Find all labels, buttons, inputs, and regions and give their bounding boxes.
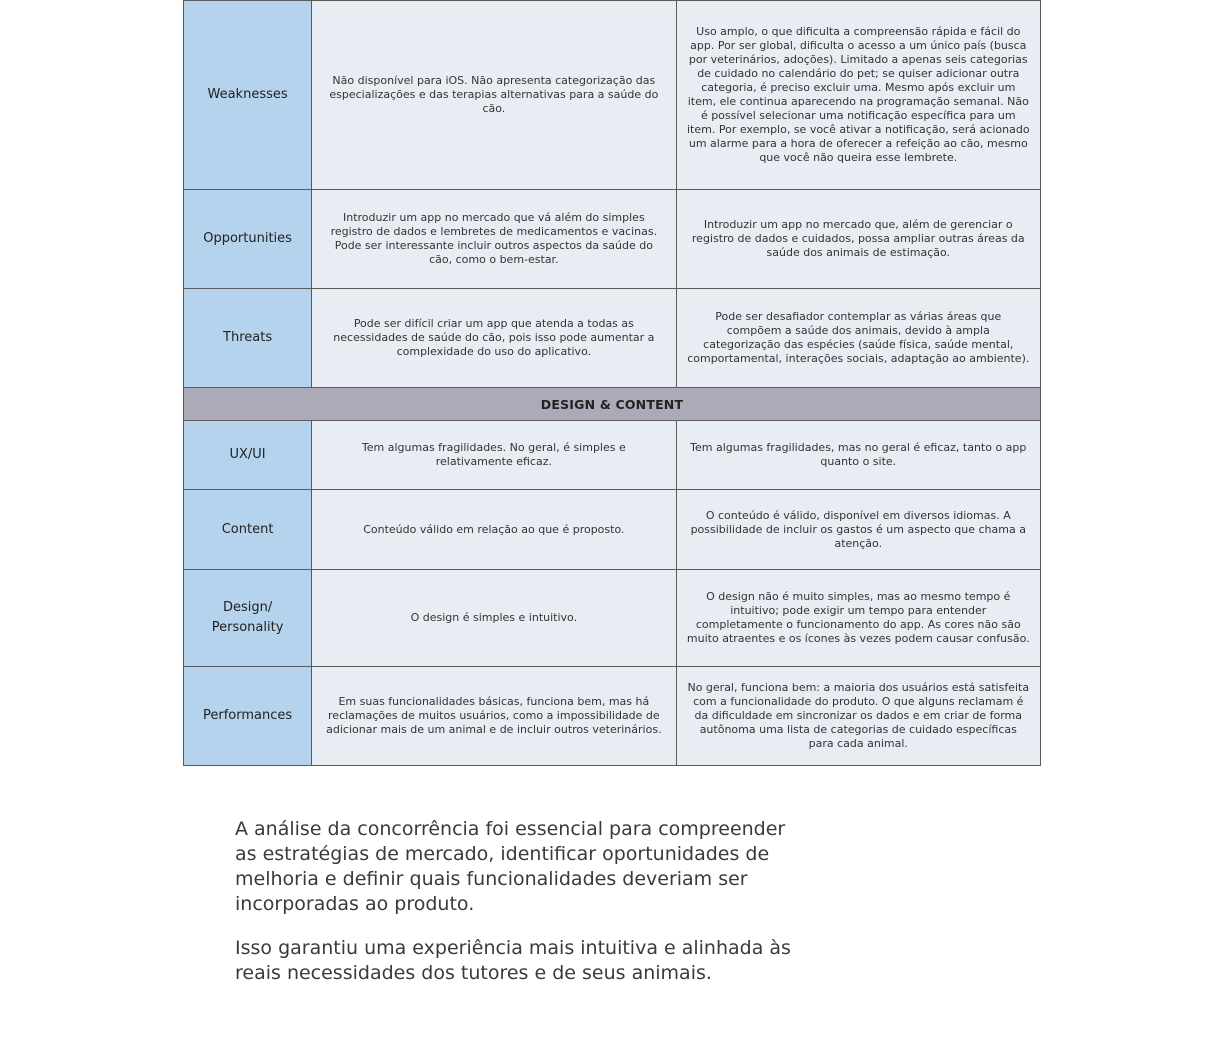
- row-label-weaknesses: Weaknesses: [184, 1, 312, 190]
- cell-app-b-content: O conteúdo é válido, disponível em diversos idiomas. A possibilidade de incluir os gastos é um aspecto que chama a atenção.: [676, 490, 1040, 570]
- row-label-ux-ui: UX/UI: [184, 421, 312, 490]
- cell-app-a-design-personality: O design é simples e intuitivo.: [312, 570, 676, 667]
- cell-app-a-performances: Em suas funcionalidades básicas, funciona bem, mas há reclamações de muitos usuários, como a impossibilidade de adicionar mais de um animal e de incluir outros veterinários.: [312, 667, 676, 766]
- section-header-row: [184, 388, 1041, 421]
- cell-app-b-opportunities: Introduzir um app no mercado que, além de gerenciar o registro de dados e cuidados, possa ampliar outras áreas da saúde dos animais de estimação.: [676, 190, 1040, 289]
- table-row-threats: [184, 289, 1041, 388]
- comparison-table: [183, 0, 1041, 766]
- row-label-opportunities: Opportunities: [184, 190, 312, 289]
- cell-app-a-ux-ui: Tem algumas fragilidades. No geral, é simples e relativamente eficaz.: [312, 421, 676, 490]
- section-title: DESIGN & CONTENT: [184, 388, 1041, 421]
- cell-app-b-threats: Pode ser desafiador contemplar as várias áreas que compõem a saúde dos animais, devido à ampla categorização das espécies (saúde física, saúde mental, comportamental, interações sociais, adaptação ao ambiente).: [676, 289, 1040, 388]
- cell-app-a-weaknesses: Não disponível para iOS. Não apresenta categorização das especializações e das terapias alternativas para a saúde do cão.: [312, 1, 676, 190]
- row-label-content: Content: [184, 490, 312, 570]
- table-row-content: [184, 490, 1041, 570]
- cell-app-b-ux-ui: Tem algumas fragilidades, mas no geral é eficaz, tanto o app quanto o site.: [676, 421, 1040, 490]
- cell-app-a-opportunities: Introduzir um app no mercado que vá além do simples registro de dados e lembretes de medicamentos e vacinas. Pode ser interessante incluir outros aspectos da saúde do cão, como o bem-estar.: [312, 190, 676, 289]
- conclusion-paragraph: A análise da concorrência foi essencial para compreender as estratégias de mercado, identificar oportunidades de melhoria e definir quais funcionalidades deveriam ser incorporadas ao produto.: [235, 818, 786, 915]
- table-row-design-personality: [184, 570, 1041, 667]
- cell-app-b-performances: No geral, funciona bem: a maioria dos usuários está satisfeita com a funcionalidade do produto. O que alguns reclamam é da dificuldade em sincronizar os dados e em criar de forma autônoma uma lista de categorias de cuidado específicas para cada animal.: [676, 667, 1040, 766]
- cell-app-a-content: Conteúdo válido em relação ao que é proposto.: [312, 490, 676, 570]
- cell-app-b-weaknesses: Uso amplo, o que dificulta a compreensão rápida e fácil do app. Por ser global, dificulta o acesso a um único país (busca por veterinários, adoções). Limitado a apenas seis categorias de cuidado no calendário do pet; se quiser adicionar outra categoria, é preciso excluir uma. Mesmo após excluir um item, ele continua aparecendo na programação semanal. Não é possível selecionar uma notificação específica para um item. Por exemplo, se você ativar a notificação, será acionado um alarme para a hora de oferecer a refeição ao cão, mesmo que você não queira esse lembrete.: [676, 1, 1040, 190]
- conclusion-paragraph: Isso garantiu uma experiência mais intuitiva e alinhada às reais necessidades dos tutores e de seus animais.: [235, 937, 791, 984]
- table-row-weaknesses: [184, 1, 1041, 190]
- cell-app-a-threats: Pode ser difícil criar um app que atenda a todas as necessidades de saúde do cão, pois isso pode aumentar a complexidade do uso do aplicativo.: [312, 289, 676, 388]
- row-label-design-personality: Design/ Personality: [184, 570, 312, 667]
- table-row-performances: [184, 667, 1041, 766]
- row-label-performances: Performances: [184, 667, 312, 766]
- table-row-opportunities: [184, 190, 1041, 289]
- row-label-threats: Threats: [184, 289, 312, 388]
- table-row-ux-ui: [184, 421, 1041, 490]
- cell-app-b-design-personality: O design não é muito simples, mas ao mesmo tempo é intuitivo; pode exigir um tempo para entender completamente o funcionamento do app. As cores não são muito atraentes e os ícones às vezes podem causar confusão.: [676, 570, 1040, 667]
